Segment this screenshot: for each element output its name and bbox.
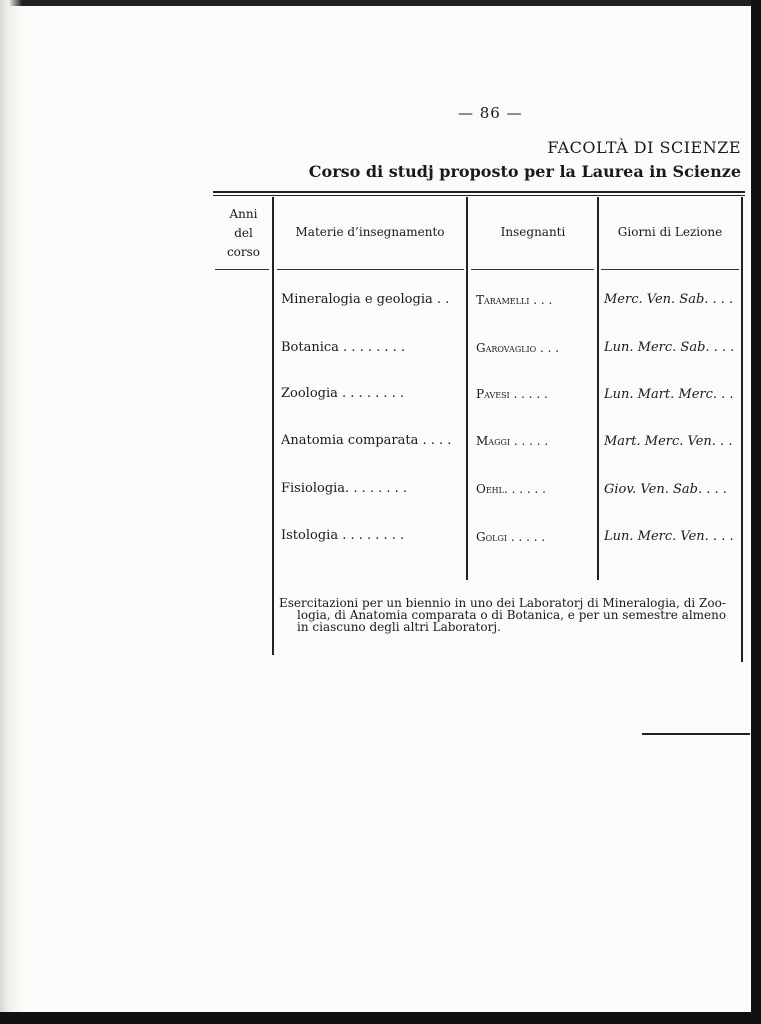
table-row-teacher: Maggi . . . . . — [476, 434, 549, 448]
table-row-days: Merc. Ven. Sab. . . . — [604, 292, 734, 307]
table-row-subject: Istologia . . . . . . . . — [281, 528, 405, 543]
page-number: — 86 — — [458, 104, 523, 122]
table-row-teacher: Pavesi . . . . . — [476, 387, 548, 401]
table-row-subject: Botanica . . . . . . . . — [281, 340, 406, 355]
note-line-2: logia, di Anatomia comparata o di Botanica, e per un semestre almeno — [297, 608, 727, 622]
header-year-line2: del — [234, 226, 253, 240]
table-row-days: Lun. Merc. Sab. . . . — [604, 340, 735, 355]
header-year — [215, 205, 272, 262]
header-subject: Materie d’insegnamento — [295, 225, 445, 239]
faculty-title: FACOLTÀ DI SCIENZE — [547, 138, 741, 157]
column-divider-right — [741, 197, 743, 662]
header-teacher: Insegnanti — [500, 225, 566, 239]
scan-border-left — [0, 0, 22, 1024]
note-line-1: Esercitazioni per un biennio in uno dei Laboratorj di Mineralogia, di Zoo- — [279, 596, 726, 610]
table-row-days: Lun. Mart. Merc. . . — [604, 387, 734, 402]
table-row-subject: Fisiologia. . . . . . . . — [281, 481, 408, 496]
scan-border-right — [751, 0, 761, 1024]
table-row-subject: Mineralogia e geologia . . — [281, 292, 450, 307]
header-year-line3: corso — [226, 245, 261, 259]
scan-border-top — [0, 0, 761, 6]
column-divider-2 — [466, 197, 468, 580]
column-divider-3 — [597, 197, 599, 580]
exercise-note — [279, 597, 734, 633]
table-row-days: Giov. Ven. Sab. . . . — [604, 482, 727, 497]
table-row-days: Lun. Merc. Ven. . . . — [604, 529, 734, 544]
table-row-teacher: Golgi . . . . . — [476, 530, 546, 544]
table-row-subject: Zoologia . . . . . . . . — [281, 386, 405, 401]
table-top-rule — [213, 191, 745, 193]
table-row-teacher: Oehl. . . . . . — [476, 482, 546, 496]
header-year-line1: Anni — [229, 207, 258, 221]
header-rule-teacher — [471, 269, 594, 270]
header-rule-year — [215, 269, 269, 270]
table-row-subject: Anatomia comparata . . . . — [281, 433, 452, 448]
table-row-teacher: Taramelli . . . — [476, 293, 553, 307]
column-divider-1 — [272, 197, 274, 655]
scan-border-bottom — [0, 1012, 761, 1024]
header-rule-subject — [277, 269, 464, 270]
header-rule-days — [601, 269, 739, 270]
table-row-teacher: Garovaglio . . . — [476, 341, 560, 355]
closing-rule — [642, 733, 750, 735]
course-subtitle: Corso di studj proposto per la Laurea in Scienze — [308, 162, 741, 181]
table-row-days: Mart. Merc. Ven. . . — [604, 434, 733, 449]
header-days: Giorni di Lezione — [617, 225, 723, 239]
table-top-rule-thin — [213, 195, 745, 196]
note-line-3: in ciascuno degli altri Laboratorj. — [297, 620, 501, 634]
